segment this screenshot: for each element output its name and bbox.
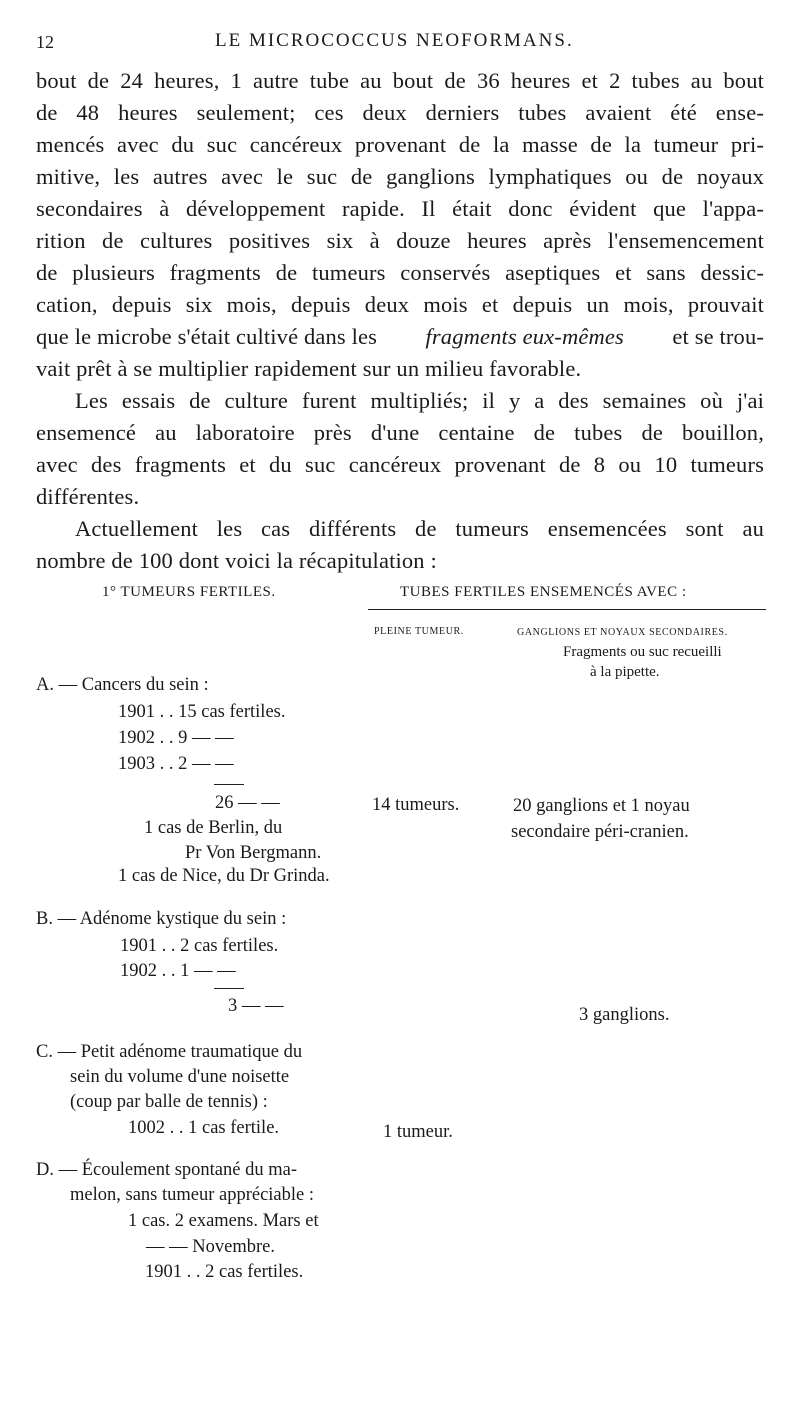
section-c-row: 1002 . . 1 cas fertile. (128, 1118, 280, 1138)
text-line: Actuellement les cas différents de tumeurs ensemencées sont au (75, 516, 764, 541)
section-b-ganglions: 3 ganglions. (579, 1005, 670, 1025)
section-a-ganglions: secondaire péri-cranien. (511, 822, 689, 842)
text-line: nombre de 100 dont voici la récapitulation : (36, 548, 437, 573)
column-subheader-line1: Fragments ou suc recueilli (563, 644, 722, 660)
text-line: rition de cultures positives six à douze heures après l'ensemencement (36, 228, 764, 253)
section-a-title: A. — Cancers du sein : (36, 675, 209, 695)
text-line: de 48 heures seulement; ces deux derniers tubes avaient été ense- (36, 100, 764, 125)
text-line: vait prêt à se multiplier rapidement sur un milieu favorable. (36, 356, 582, 381)
sum-rule (214, 988, 244, 989)
section-b-row: 1902 . . 1 — — (120, 961, 236, 981)
section-d-title: D. — Écoulement spontané du ma- (36, 1160, 297, 1180)
italic-segment: fragments eux-mêmes (425, 324, 624, 349)
text-line: bout de 24 heures, 1 autre tube au bout de 36 heures et 2 tubes au bout (36, 68, 764, 93)
text-line: mitive, les autres avec le suc de ganglions lymphatiques ou de noyaux (36, 164, 764, 189)
column-subheader-line2: à la pipette. (590, 664, 660, 680)
left-heading: 1° TUMEURS FERTILES. (102, 584, 276, 600)
text-line: ensemencé au laboratoire près d'une centaine de tubes de bouillon, (36, 420, 764, 445)
text-line: cation, depuis six mois, depuis deux mois et depuis un mois, prouvait (36, 292, 764, 317)
text-line (36, 324, 764, 350)
section-d-row: — — Novembre. (146, 1237, 275, 1257)
column-header-pleine: PLEINE TUMEUR. (374, 626, 464, 637)
running-title: LE MICROCOCCUS NEOFORMANS. (215, 30, 574, 51)
right-heading: TUBES FERTILES ENSEMENCÉS AVEC : (400, 584, 687, 600)
section-a-note: Pr Von Bergmann. (185, 843, 322, 863)
section-d-row: 1901 . . 2 cas fertiles. (145, 1262, 304, 1282)
text-line: différentes. (36, 484, 140, 509)
section-a-row: 1901 . . 15 cas fertiles. (118, 702, 286, 722)
section-c-title: sein du volume d'une noisette (70, 1067, 290, 1087)
section-b-total: 3 — — (228, 996, 284, 1016)
text-line: mencés avec du suc cancéreux provenant de la masse de la tumeur pri- (36, 132, 764, 157)
section-b-title: B. — Adénome kystique du sein : (36, 909, 287, 929)
section-c-title: C. — Petit adénome traumatique du (36, 1042, 303, 1062)
section-c-pleine: 1 tumeur. (383, 1122, 453, 1142)
text-segment: et se trou- (672, 324, 764, 349)
section-a-ganglions: 20 ganglions et 1 noyau (513, 796, 690, 816)
heading-rule (368, 609, 766, 610)
text-line: avec des fragments et du suc cancéreux provenant de 8 ou 10 tumeurs (36, 452, 764, 477)
section-a-note: 1 cas de Berlin, du (144, 818, 283, 838)
text-line: de plusieurs fragments de tumeurs conservés aseptiques et sans dessic- (36, 260, 764, 285)
section-a-row: 1903 . . 2 — — (118, 754, 234, 774)
section-d-row: 1 cas. 2 examens. Mars et (128, 1211, 319, 1231)
section-a-row: 1902 . . 9 — — (118, 728, 234, 748)
text-line: Les essais de culture furent multipliés; il y a des semaines où j'ai (75, 388, 764, 413)
section-a-total: 26 — — (215, 793, 280, 813)
section-d-title: melon, sans tumeur appréciable : (70, 1185, 315, 1205)
section-a-pleine: 14 tumeurs. (372, 795, 460, 815)
page-number: 12 (36, 32, 54, 52)
text-line: secondaires à développement rapide. Il était donc évident que l'appa- (36, 196, 764, 221)
section-a-note: 1 cas de Nice, du Dr Grinda. (118, 866, 330, 886)
text-segment: que le microbe s'était cultivé dans les (36, 324, 378, 349)
section-b-row: 1901 . . 2 cas fertiles. (120, 936, 279, 956)
section-c-title: (coup par balle de tennis) : (70, 1092, 268, 1112)
column-header-ganglions: GANGLIONS ET NOYAUX SECONDAIRES. (517, 627, 728, 638)
sum-rule (214, 784, 244, 785)
